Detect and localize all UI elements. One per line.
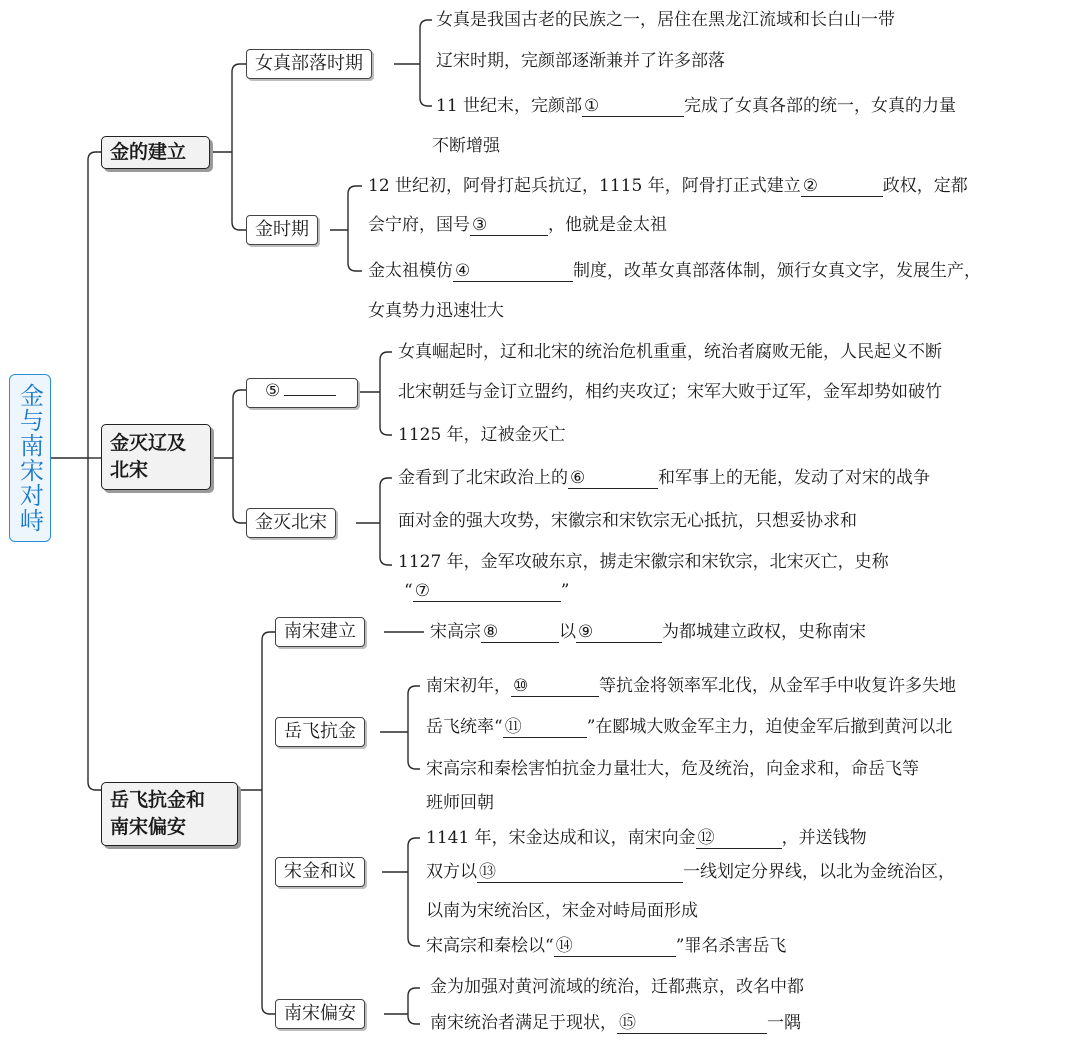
- leaf-text: 1127 年，金军攻破东京，掳走宋徽宗和宋钦宗，北宋灭亡，史称: [398, 552, 889, 572]
- blank-line-5: [284, 395, 336, 396]
- node-jin-destroys-line1: 金灭辽及: [110, 432, 187, 454]
- leaf-text: 1125 年，辽被金灭亡: [398, 425, 566, 445]
- fill-blank-7: ⑦: [413, 581, 561, 602]
- leaf-text: 12 世纪初，阿骨打起兵抗辽，1115 年，阿骨打正式建立 ② 政权，定都: [368, 176, 968, 196]
- leaf-text: 金为加强对黄河流域的统治，迁都燕京，改名中都: [430, 977, 804, 997]
- node-jin-destroys: [101, 424, 211, 490]
- fill-blank-13: ⑬: [477, 862, 683, 883]
- leaf-text: 女真是我国古老的民族之一，居住在黑龙江流域和长白山一带: [436, 10, 895, 30]
- node-blank-5: [246, 378, 358, 408]
- node-partial-peace: [275, 999, 365, 1029]
- leaf-text: 金看到了北宋政治上的 ⑥ 和军事上的无能，发动了对宋的战争: [398, 468, 930, 488]
- node-jin-founding-label: 金的建立: [110, 141, 187, 163]
- leaf-text: 双方以 ⑬ 一线划定分界线，以北为金统治区，: [426, 862, 955, 882]
- node-yuefei: [101, 782, 238, 846]
- node-jin-destroys-line2: 北宋: [110, 459, 149, 481]
- leaf-text-continued: 会宁府，国号 ③ ，他就是金太祖: [368, 215, 667, 235]
- leaf-text: 宋高宗和秦桧害怕抗金力量壮大，危及统治，向金求和，命岳飞等: [426, 759, 919, 779]
- leaf-text-continued: “ ⑦ ”: [404, 581, 570, 601]
- leaf-text: 南宋初年， ⑩ 等抗金将领率军北伐，从金军手中收复许多失地: [426, 676, 956, 696]
- node-jin-founding: [101, 136, 210, 169]
- root-node: [9, 374, 51, 542]
- fill-blank-2: ②: [801, 176, 883, 197]
- leaf-text-continued: 班师回朝: [426, 793, 494, 813]
- fill-blank-8: ⑧: [481, 622, 559, 643]
- fill-blank-6: ⑥: [568, 468, 658, 489]
- leaf-text: 岳飞统率“ ⑪ ”在郾城大败金军主力，迫使金军后撤到黄河以北: [426, 717, 953, 737]
- leaf-text: 金太祖模仿 ④ 制度，改革女真部落体制，颁行女真文字，发展生产，: [368, 261, 981, 281]
- leaf-text: 11 世纪末，完颜部 ① 完成了女真各部的统一，女真的力量: [436, 96, 957, 116]
- leaf-text: 北宋朝廷与金订立盟约，相约夹攻辽；宋军大败于辽军，金军却势如破竹: [398, 382, 942, 402]
- node-yuefei-line1: 岳飞抗金和: [110, 789, 206, 811]
- fill-blank-9: ⑨: [576, 622, 662, 643]
- leaf-text: 1141 年，宋金达成和议，南宋向金 ⑫ ，并送钱物: [426, 828, 867, 848]
- fill-blank-12: ⑫: [696, 828, 782, 849]
- node-partial-peace-label: 南宋偏安: [284, 1003, 356, 1024]
- node-nansong-founding: [275, 617, 365, 647]
- leaf-text: 宋高宗 ⑧ 以 ⑨ 为都城建立政权，史称南宋: [430, 622, 866, 642]
- leaf-text: 女真崛起时，辽和北宋的统治危机重重，统治者腐败无能，人民起义不断: [398, 342, 942, 362]
- node-peace: [275, 857, 365, 887]
- fill-blank-4: ④: [453, 261, 573, 282]
- leaf-text: 辽宋时期，完颜部逐渐兼并了许多部落: [436, 51, 725, 71]
- node-yuefei-line2: 南宋偏安: [110, 816, 187, 838]
- leaf-text: 南宋统治者满足于现状， ⑮ 一隅: [430, 1013, 801, 1033]
- node-resistance: [275, 717, 365, 747]
- node-nansong-founding-label: 南宋建立: [284, 621, 356, 642]
- node-jin-period-label: 金时期: [255, 219, 309, 240]
- node-nuzhen-period-label: 女真部落时期: [255, 53, 363, 74]
- fill-blank-10: ⑩: [511, 676, 599, 697]
- fill-blank-14: ⑭: [554, 936, 676, 957]
- fill-blank-15: ⑮: [617, 1013, 767, 1034]
- leaf-text-continued: 不断增强: [432, 136, 500, 156]
- node-peace-label: 宋金和议: [284, 861, 356, 882]
- node-nuzhen-period: [246, 49, 372, 79]
- leaf-text-continued: 女真势力迅速壮大: [368, 301, 504, 321]
- node-jin-period: [246, 215, 318, 245]
- node-jin-destroys-song: [246, 508, 336, 538]
- node-jin-destroys-song-label: 金灭北宋: [255, 512, 327, 533]
- node-resistance-label: 岳飞抗金: [284, 721, 356, 742]
- fill-blank-3: ③: [470, 215, 548, 236]
- fill-blank-1: ①: [582, 96, 684, 117]
- leaf-text: 面对金的强大攻势，宋徽宗和宋钦宗无心抵抗，只想妥协求和: [398, 511, 857, 531]
- leaf-text-continued: 以南为宋统治区，宋金对峙局面形成: [426, 901, 698, 921]
- root-title: 金与南宋对峙: [15, 383, 44, 533]
- blank-number-5: ⑤: [265, 381, 281, 401]
- fill-blank-11: ⑪: [503, 717, 587, 738]
- leaf-text: 宋高宗和秦桧以“ ⑭ ”罪名杀害岳飞: [426, 936, 787, 956]
